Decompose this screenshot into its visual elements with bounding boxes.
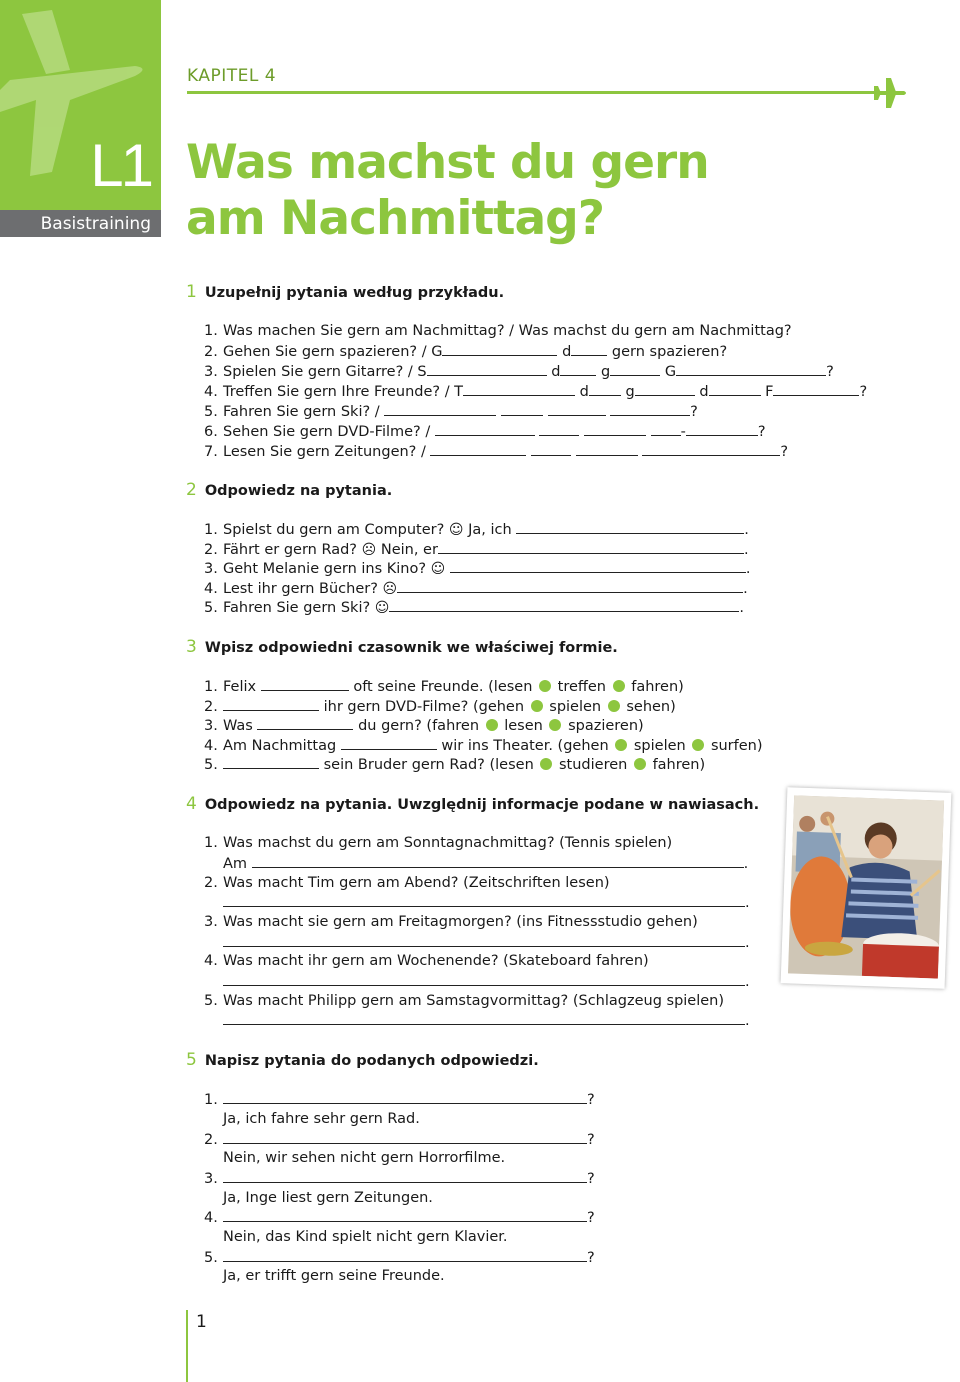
exercise-3-heading xyxy=(186,637,618,657)
answer-field[interactable] xyxy=(223,1011,745,1025)
ex5-answer-5: Ja, er trifft gern seine Freunde. xyxy=(223,1268,445,1284)
blank-field[interactable] xyxy=(610,362,660,376)
airplane-icon xyxy=(0,0,161,237)
question-field[interactable] xyxy=(223,1169,587,1183)
drummer-photo xyxy=(781,787,952,989)
blank-field[interactable] xyxy=(427,362,547,376)
answer-field[interactable] xyxy=(223,697,319,711)
ex1-item-7: 7. Lesen Sie gern Zeitungen? / ? xyxy=(204,444,789,460)
ex3-item-3: 3. Was du gern? (fahren lesen spazieren) xyxy=(204,718,644,734)
exercise-number: 3 xyxy=(186,637,197,657)
answer-field[interactable] xyxy=(223,755,319,769)
blank-field[interactable] xyxy=(642,442,780,456)
exercise-number: 2 xyxy=(186,480,197,500)
blank-field[interactable] xyxy=(709,382,761,396)
chapter-divider xyxy=(187,91,877,94)
exercise-instruction: Odpowiedz na pytania. xyxy=(204,483,393,499)
ex2-item-5: 5. Fahren Sie gern Ski? ☺ . xyxy=(204,600,744,616)
ex2-item-3: 3. Geht Melanie gern ins Kino? ☺ . xyxy=(204,561,751,577)
answer-field[interactable] xyxy=(261,677,349,691)
ex1-item-6: 6. Sehen Sie gern DVD-Filme? / - ? xyxy=(204,424,766,440)
exercise-4-heading xyxy=(186,794,759,814)
ex5-answer-1: Ja, ich fahre sehr gern Rad. xyxy=(223,1111,420,1127)
title-line-1: Was machst du gern xyxy=(186,135,709,190)
ex1-item-1: 1. Was machen Sie gern am Nachmittag? / Was machst du gern am Nachmittag? xyxy=(204,323,792,339)
ex3-item-5: 5. sein Bruder gern Rad? (lesen studieren fahren) xyxy=(204,757,706,773)
answer-field[interactable] xyxy=(389,598,739,612)
exercise-number: 1 xyxy=(186,282,197,302)
page-number: 1 xyxy=(196,1312,207,1332)
ex1-item-3: 3. Spielen Sie gern Gitarre? / S d g G ? xyxy=(204,364,834,380)
blank-field[interactable] xyxy=(571,342,607,356)
blank-field[interactable] xyxy=(548,402,606,416)
ex4-item-4: 4. Was macht ihr gern am Wochenende? (Skateboard fahren) xyxy=(204,953,649,969)
answer-field[interactable] xyxy=(450,559,746,573)
answer-field[interactable] xyxy=(223,972,745,986)
blank-field[interactable] xyxy=(584,422,646,436)
blank-field[interactable] xyxy=(576,442,638,456)
ex5-question-5: 5. ? xyxy=(204,1250,595,1266)
exercise-instruction: Napisz pytania do podanych odpowiedzi. xyxy=(204,1053,539,1069)
ex5-question-2: 2. ? xyxy=(204,1132,595,1148)
bullet-icon xyxy=(539,680,551,692)
exercise-number: 5 xyxy=(186,1050,197,1070)
blank-field[interactable] xyxy=(442,342,557,356)
exercise-instruction: Uzupełnij pytania według przykładu. xyxy=(204,285,505,301)
ex4-item-1: 1. Was machst du gern am Sonntagnachmittag? (Tennis spielen) xyxy=(204,835,673,851)
chapter-label: KAPITEL 4 xyxy=(187,66,277,86)
title-line-2: am Nachmittag? xyxy=(186,191,605,246)
sad-face-icon: ☹ xyxy=(361,542,377,558)
ex1-item-2: 2. Gehen Sie gern spazieren? / G d gern spazieren? xyxy=(204,344,728,360)
blank-field[interactable] xyxy=(676,362,826,376)
bullet-icon xyxy=(634,758,646,770)
answer-field[interactable] xyxy=(223,893,745,907)
exercise-5-heading xyxy=(186,1050,539,1070)
smiley-icon: ☺ xyxy=(374,600,390,616)
blank-field[interactable] xyxy=(531,442,571,456)
ex3-item-2: 2. ihr gern DVD-Filme? (gehen spielen sehen) xyxy=(204,699,676,715)
answer-field[interactable] xyxy=(252,854,744,868)
exercise-1-heading xyxy=(186,282,504,302)
ex5-answer-4: Nein, das Kind spielt nicht gern Klavier. xyxy=(223,1229,508,1245)
ex5-question-3: 3. ? xyxy=(204,1171,595,1187)
blank-field[interactable] xyxy=(384,402,496,416)
smiley-icon: ☺ xyxy=(448,522,464,538)
ex5-question-1: 1. ? xyxy=(204,1092,595,1108)
smiley-icon: ☺ xyxy=(430,561,446,577)
page-title xyxy=(186,135,709,247)
ex1-item-4: 4. Treffen Sie gern Ihre Freunde? / T d g d F ? xyxy=(204,384,868,400)
ex5-answer-2: Nein, wir sehen nicht gern Horrorfilme. xyxy=(223,1150,506,1166)
question-field[interactable] xyxy=(223,1208,587,1222)
drummer-image xyxy=(788,795,944,978)
answer-field[interactable] xyxy=(223,933,745,947)
ex2-item-2: 2. Fährt er gern Rad? ☹ Nein, er . xyxy=(204,542,749,558)
exercise-number: 4 xyxy=(186,794,197,814)
ex5-answer-3: Ja, Inge liest gern Zeitungen. xyxy=(223,1190,433,1206)
ex4-answer-5: . xyxy=(204,1011,750,1030)
ex3-item-1: 1. Felix oft seine Freunde. (lesen treffen fahren) xyxy=(204,679,684,695)
ex4-answer-2: . xyxy=(204,893,750,912)
ex5-question-4: 4. ? xyxy=(204,1210,595,1226)
ex3-item-4: 4. Am Nachmittag wir ins Theater. (gehen spielen surfen) xyxy=(204,738,763,754)
ex4-item-2: 2. Was macht Tim gern am Abend? (Zeitschriften lesen) xyxy=(204,875,610,891)
ex4-item-3: 3. Was macht sie gern am Freitagmorgen? (ins Fitnessstudio gehen) xyxy=(204,914,698,930)
ex4-item-5: 5. Was macht Philipp gern am Samstagvormittag? (Schlagzeug spielen) xyxy=(204,993,725,1009)
blank-field[interactable] xyxy=(610,402,690,416)
question-field[interactable] xyxy=(223,1090,587,1104)
page-number-bar xyxy=(186,1310,188,1382)
bullet-icon xyxy=(692,739,704,751)
section-label: Basistraining xyxy=(0,210,161,237)
sad-face-icon: ☹ xyxy=(382,581,398,597)
blank-field[interactable] xyxy=(589,382,621,396)
exercise-instruction: Odpowiedz na pytania. Uwzględnij informacje podane w nawiasach. xyxy=(204,797,760,813)
question-field[interactable] xyxy=(223,1130,587,1144)
exercise-2-heading xyxy=(186,480,392,500)
question-field[interactable] xyxy=(223,1248,587,1262)
answer-field[interactable] xyxy=(397,579,743,593)
answer-field[interactable] xyxy=(438,540,744,554)
blank-field[interactable] xyxy=(773,382,859,396)
answer-field[interactable] xyxy=(516,520,744,534)
lesson-badge xyxy=(0,0,161,237)
ex4-answer-3: . xyxy=(204,933,750,952)
blank-field[interactable] xyxy=(539,422,579,436)
bullet-icon xyxy=(531,700,543,712)
bullet-icon xyxy=(486,719,498,731)
bullet-icon xyxy=(615,739,627,751)
blank-field[interactable] xyxy=(430,442,526,456)
blank-field[interactable] xyxy=(686,422,758,436)
blank-field[interactable] xyxy=(635,382,695,396)
ex1-item-5: 5. Fahren Sie gern Ski? / ? xyxy=(204,404,698,420)
exercise-instruction: Wpisz odpowiedni czasownik we właściwej formie. xyxy=(204,640,618,656)
lesson-code: L1 xyxy=(90,132,151,199)
bullet-icon xyxy=(549,719,561,731)
bullet-icon xyxy=(540,758,552,770)
bullet-icon xyxy=(608,700,620,712)
blank-field[interactable] xyxy=(463,382,575,396)
blank-field[interactable] xyxy=(501,402,543,416)
answer-field[interactable] xyxy=(341,736,437,750)
ex4-answer-1: Am . xyxy=(223,856,749,872)
bullet-icon xyxy=(613,680,625,692)
airplane-icon xyxy=(872,76,908,110)
ex2-item-4: 4. Lest ihr gern Bücher? ☹ . xyxy=(204,581,748,597)
ex2-item-1: 1. Spielst du gern am Computer? ☺ Ja, ich . xyxy=(204,522,749,538)
answer-field[interactable] xyxy=(257,716,353,730)
blank-field[interactable] xyxy=(435,422,535,436)
ex4-answer-4: . xyxy=(204,972,750,991)
blank-field[interactable] xyxy=(560,362,596,376)
blank-field[interactable] xyxy=(651,422,681,436)
